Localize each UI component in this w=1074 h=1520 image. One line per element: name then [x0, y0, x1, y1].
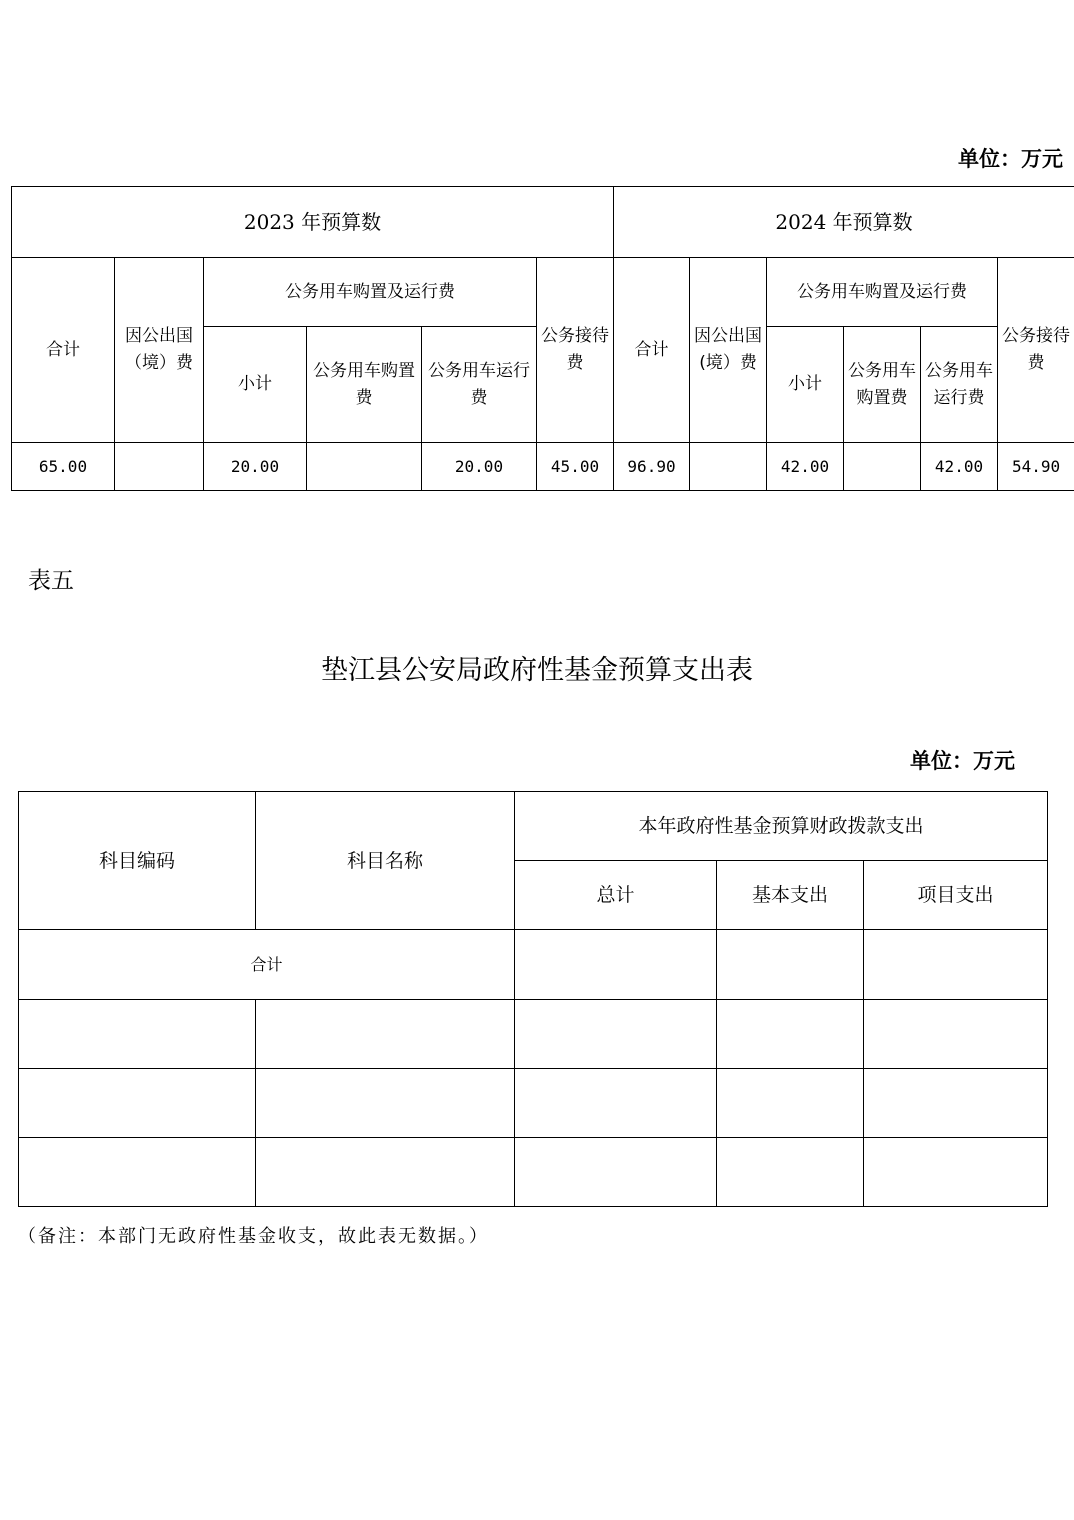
table-cell [515, 1069, 717, 1138]
table-five-label: 表五 [28, 568, 74, 594]
year-header-2023: 2023 年预算数 [12, 187, 614, 258]
cell-abroad-2023 [115, 443, 204, 491]
table-cell [864, 930, 1048, 1000]
unit-label-top: 单位：万元 [958, 146, 1063, 171]
cell-abroad-2024 [690, 443, 767, 491]
table-cell [256, 1138, 515, 1207]
header-purchase-2023: 公务用车购置费 [307, 327, 422, 443]
header-purchase-2024: 公务用车购置费 [844, 327, 921, 443]
header-abroad-2023: 因公出国（境）费 [115, 258, 204, 443]
header-operation-2023: 公务用车运行费 [422, 327, 537, 443]
table-cell [19, 1000, 256, 1069]
unit-label-bottom: 单位：万元 [910, 748, 1015, 773]
cell-purchase-2023 [307, 443, 422, 491]
header-expenditure-group: 本年政府性基金预算财政拨款支出 [515, 792, 1048, 861]
year-header-2024: 2024 年预算数 [614, 187, 1074, 258]
header-vehicle-group-2023: 公务用车购置及运行费 [204, 258, 537, 327]
table-cell [717, 930, 864, 1000]
table-cell [864, 1138, 1048, 1207]
header-operation-2024: 公务用车运行费 [921, 327, 998, 443]
footnote: （备注：本部门无政府性基金收支，故此表无数据。） [18, 1226, 489, 1247]
page-title: 垫江县公安局政府性基金预算支出表 [321, 655, 753, 686]
header-name: 科目名称 [256, 792, 515, 930]
government-fund-table [18, 791, 1048, 1207]
header-reception-2024: 公务接待费 [998, 258, 1074, 443]
three-public-expenses-table [11, 186, 1074, 491]
row-total-label: 合计 [19, 930, 515, 1000]
cell-reception-2023: 45.00 [537, 443, 614, 491]
header-code: 科目编码 [19, 792, 256, 930]
header-subtotal-2024: 小计 [767, 327, 844, 443]
table-cell [864, 1069, 1048, 1138]
cell-total-2023: 65.00 [12, 443, 115, 491]
cell-subtotal-2023: 20.00 [204, 443, 307, 491]
header-basic: 基本支出 [717, 861, 864, 930]
header-subtotal-2023: 小计 [204, 327, 307, 443]
table-cell [256, 1069, 515, 1138]
table-row [19, 1069, 1048, 1138]
header-project: 项目支出 [864, 861, 1048, 930]
header-total-2024: 合计 [614, 258, 690, 443]
header-reception-2023: 公务接待费 [537, 258, 614, 443]
cell-purchase-2024 [844, 443, 921, 491]
cell-total-2024: 96.90 [614, 443, 690, 491]
cell-operation-2023: 20.00 [422, 443, 537, 491]
table-cell [515, 930, 717, 1000]
table-cell [19, 1138, 256, 1207]
header-total: 总计 [515, 861, 717, 930]
header-total-2023: 合计 [12, 258, 115, 443]
header-vehicle-group-2024: 公务用车购置及运行费 [767, 258, 998, 327]
table-row [19, 1138, 1048, 1207]
table-cell [717, 1069, 864, 1138]
table-cell [19, 1069, 256, 1138]
table-cell [515, 1138, 717, 1207]
header-abroad-2024: 因公出国(境）费 [690, 258, 767, 443]
table-cell [864, 1000, 1048, 1069]
cell-operation-2024: 42.00 [921, 443, 998, 491]
cell-reception-2024: 54.90 [998, 443, 1074, 491]
table-cell [717, 1000, 864, 1069]
table-cell [515, 1000, 717, 1069]
cell-subtotal-2024: 42.00 [767, 443, 844, 491]
table-cell [256, 1000, 515, 1069]
table-row [19, 1000, 1048, 1069]
table-cell [717, 1138, 864, 1207]
